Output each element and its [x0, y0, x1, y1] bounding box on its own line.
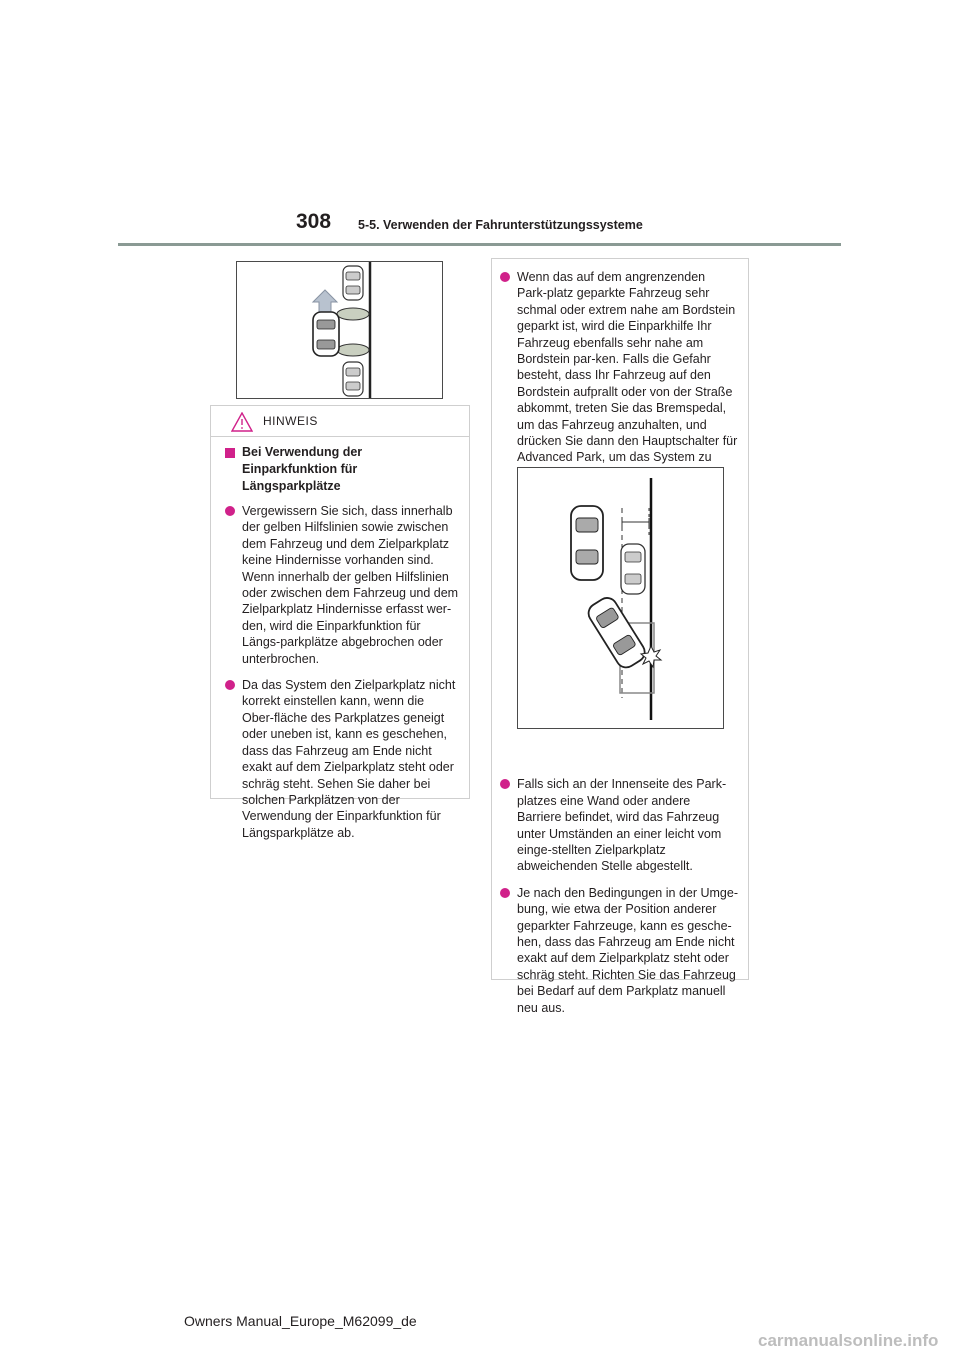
- note-bullet-text: Da das System den Zielparkplatz nicht korrekt einstellen kann, wenn die Ober-fläche des Parkplatzes geneigt oder uneben ist, kann es geschehen, dass das Fahrzeug am Ende nicht exakt auf dem Zielparkplatz steht oder schräg steht. Sehen Sie daher bei solchen Parkplätzen von der Verwendung der Einparkfunktion für Längsparkplätze ab.: [242, 678, 456, 840]
- watermark: carmanualsonline.info: [758, 1331, 939, 1350]
- parking-obstacles-drawing: [237, 262, 442, 398]
- right-bullet-text: Je nach den Bedingungen in der Umge-bung, wie etwa der Position anderer geparkter Fahrzeuge, kann es gesche-hen, dass das Fahrzeug am Ende nicht exakt auf dem Zielparkplatz steht oder schräg steht. Richten Sie das Fahrzeug bei Bedarf auf dem Parkplatz manuell neu aus.: [517, 885, 738, 1015]
- right-bullet: [498, 776, 738, 874]
- large-car-icon: [571, 506, 603, 580]
- parked-car-rear-icon: [343, 362, 363, 396]
- section-title: 5-5. Verwenden der Fahrunterstützungssysteme: [358, 218, 643, 232]
- round-bullet-icon: [500, 888, 510, 898]
- narrow-parked-car-icon: [621, 544, 645, 594]
- parking-curb-drawing: [518, 468, 723, 728]
- right-bullet-text: Falls sich an der Innenseite des Park-platzes eine Wand oder andere Barriere befindet, wird das Fahrzeug unter Umständen an einer leicht vom einge-stellten Zielparkplatz abweichenden Stelle abgestellt.: [517, 777, 727, 874]
- round-bullet-icon: [225, 506, 235, 516]
- note-heading-text: Bei Verwendung der Einparkfunktion für Längsparkplätze: [242, 445, 363, 493]
- warning-note: [210, 405, 470, 840]
- ego-car-icon: [313, 312, 339, 356]
- note-bullet: [223, 677, 459, 841]
- warning-triangle-icon: [231, 412, 253, 432]
- ego-car-angled-icon: [585, 594, 649, 671]
- note-bullet-text: Vergewissern Sie sich, dass innerhalb der gelben Hilfslinien sowie zwischen dem Fahrzeug und dem Zielparkplatz keine Hindernisse vorhanden sind. Wenn innerhalb der gelben Hilfslinien oder zwischen dem Fahrzeug und dem Zielparkplatz Hindernisse erfasst wer-den, wird die Einparkfunktion für Längs-parkplätze abgebrochen oder unterbrochen.: [242, 504, 459, 666]
- page-number: 308: [296, 210, 332, 233]
- note-label: HINWEIS: [263, 414, 318, 428]
- right-bullet: [498, 269, 738, 482]
- note-body: [211, 438, 469, 841]
- header-divider: [118, 243, 841, 246]
- note-header: [211, 406, 469, 437]
- note-bullet: [223, 503, 459, 667]
- note-heading: [223, 444, 459, 495]
- round-bullet-icon: [225, 680, 235, 690]
- parking-illustration-curb: [517, 467, 724, 729]
- round-bullet-icon: [500, 272, 510, 282]
- parked-car-front-icon: [343, 266, 363, 300]
- parking-illustration-obstacles: [236, 261, 443, 399]
- square-bullet-icon: [225, 448, 235, 458]
- right-bullet: [498, 885, 738, 1016]
- round-bullet-icon: [500, 779, 510, 789]
- footer-doc-id: Owners Manual_Europe_M62099_de: [184, 1313, 417, 1329]
- right-bullet-text: Wenn das auf dem angrenzenden Park-platz geparkte Fahrzeug sehr schmal oder extrem nahe am Bordstein geparkt ist, wird die Einparkhilfe Ihr Fahrzeug ebenfalls sehr nahe am Bordstein par-ken. Falls die Gefahr besteht, dass Ihr Fahrzeug auf den Bordstein aufprallt oder von der Straße abkommt, treten Sie das Bremspedal, um das Fahrzeug anzuhalten, und drücken Sie dann den Hauptschalter für Advanced Park, um das System zu: [517, 270, 738, 465]
